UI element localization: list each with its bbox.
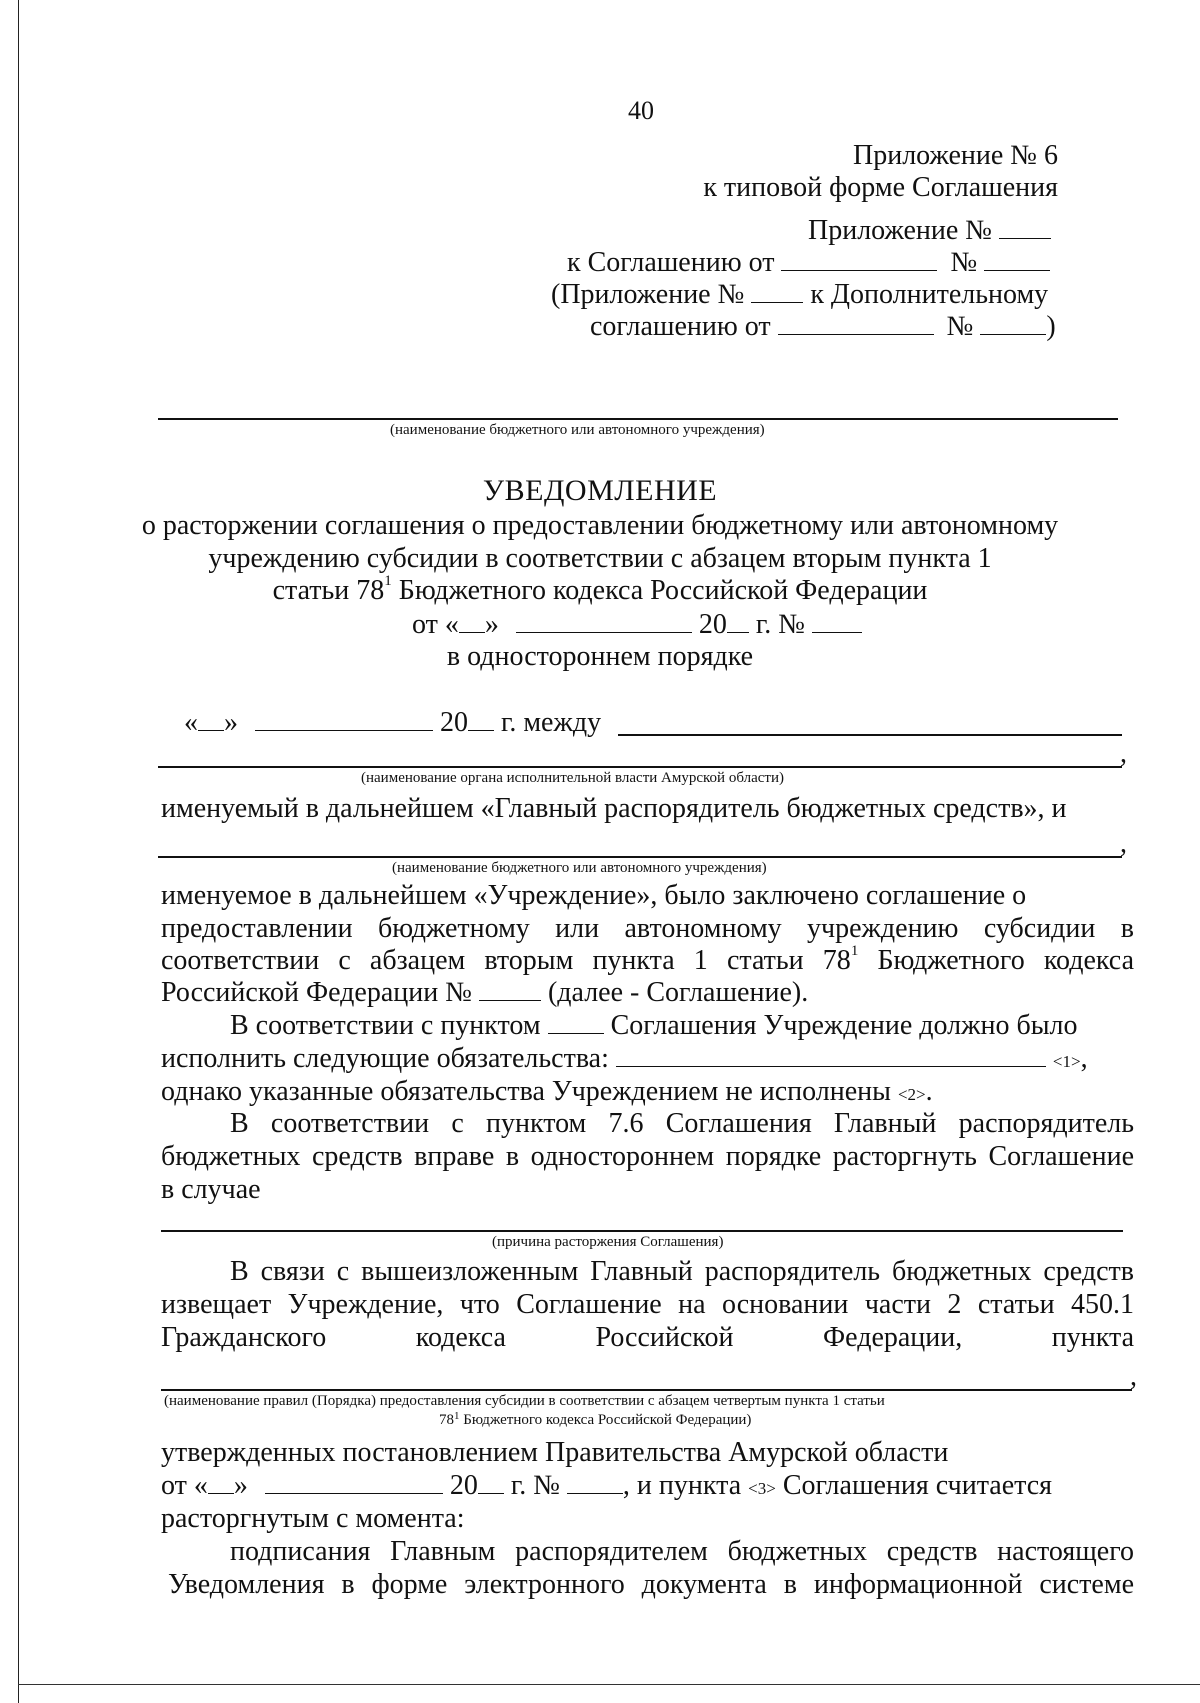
body-p1-line-2: предоставлении бюджетному или автономному учреждению субсидии в xyxy=(161,913,1134,944)
party-year-blank xyxy=(468,708,494,731)
to-form-label: к типовой форме Соглашения xyxy=(703,172,1058,203)
day-blank xyxy=(459,610,485,633)
resolution-day-blank xyxy=(208,1471,234,1494)
institution-comma: , xyxy=(1120,828,1127,859)
notice-number-blank xyxy=(812,610,862,633)
institution-name-line xyxy=(158,418,1118,420)
additional-appendix-line: (Приложение № к Дополнительному xyxy=(551,279,1049,310)
rules-caption-line-2: $78^1$ Бюджетного кодекса Российской Федерации) xyxy=(439,1410,752,1428)
institution-caption-2: (наименование бюджетного или автономного учреждения) xyxy=(392,860,767,876)
notice-date-line: от « » 20 г. № xyxy=(412,609,862,641)
institution-caption: (наименование бюджетного или автономного учреждения) xyxy=(390,422,765,438)
body-p2-line-2: исполнить следующие обязательства: <1>, xyxy=(161,1043,1088,1074)
institution-name-line-2 xyxy=(158,856,1122,858)
subtitle-line-2: учреждению субсидии в соответствии с абзацем вторым пункта 1 xyxy=(208,543,992,574)
authority-name-line-1 xyxy=(618,734,1122,736)
party-date-line: « » 20 г. между xyxy=(184,707,602,738)
reason-line xyxy=(161,1230,1123,1232)
body-p3-line-2: бюджетных средств вправе в одностороннем порядке расторгнуть Соглашение xyxy=(161,1141,1134,1172)
additional-number-blank xyxy=(980,312,1046,335)
body-p6-line-2: Уведомления в форме электронного документа в информационной системе xyxy=(168,1569,1134,1600)
authority-caption: (наименование органа исполнительной власти Амурской области) xyxy=(361,770,784,786)
appendix-label: Приложение № 6 xyxy=(853,140,1058,171)
body-p5-line-3: расторгнутым с момента: xyxy=(161,1503,465,1534)
agreement-no-blank xyxy=(479,978,541,1001)
body-p6-line-1: подписания Главным распорядителем бюджетных средств настоящего xyxy=(230,1536,1134,1567)
agreement-date-blank xyxy=(781,248,937,271)
body-p5-line-1: утвержденных постановлением Правительства Амурской области xyxy=(161,1437,949,1468)
rules-line xyxy=(161,1389,1132,1391)
to-agreement-line: к Соглашению от № xyxy=(567,247,1050,279)
party-day-blank xyxy=(198,708,224,731)
body-p2-line-3: однако указанные обязательства Учреждением не исполнены <2>. xyxy=(161,1076,933,1107)
month-blank xyxy=(516,610,692,633)
unilateral-label: в одностороннем порядке xyxy=(446,641,754,672)
body-p5-line-2: от « » 20 г. № , и пункта <3> Соглашения считается xyxy=(161,1470,1053,1501)
party-month-blank xyxy=(255,708,433,731)
additional-agreement-line: соглашению от № ) xyxy=(590,311,1056,342)
document-title: УВЕДОМЛЕНИЕ xyxy=(482,474,718,507)
agreement-number-blank xyxy=(984,248,1050,271)
rules-comma: , xyxy=(1130,1361,1137,1392)
subtitle-line-3: статьи $78^1$ Бюджетного кодекса Российской Федерации xyxy=(272,573,928,606)
body-p3-line-3: в случае xyxy=(161,1174,261,1205)
body-p4-line-2: извещает Учреждение, что Соглашение на основании части 2 статьи 450.1 xyxy=(161,1289,1134,1320)
appendix-number-line: Приложение № xyxy=(808,215,1051,247)
body-p4-line-1: В связи с вышеизложенным Главный распорядитель бюджетных средств xyxy=(230,1256,1134,1287)
authority-name-line-2 xyxy=(158,766,1122,768)
additional-appendix-blank xyxy=(751,280,803,303)
body-p1-line-4: Российской Федерации № (далее - Соглашение). xyxy=(161,977,809,1008)
appendix-number-blank xyxy=(999,216,1051,239)
body-p2-line-1: В соответствии с пунктом Соглашения Учреждение должно было xyxy=(230,1010,1078,1041)
resolution-number-blank xyxy=(567,1471,623,1494)
reason-caption: (причина расторжения Соглашения) xyxy=(492,1234,724,1250)
authority-comma: , xyxy=(1120,738,1127,769)
resolution-year-blank xyxy=(478,1471,504,1494)
point-number-blank xyxy=(548,1011,604,1034)
body-p1-line-3: соответствии с абзацем вторым пункта 1 статьи $78^1$ Бюджетного кодекса xyxy=(161,943,1134,976)
page-number: 40 xyxy=(628,96,654,125)
resolution-month-blank xyxy=(265,1471,443,1494)
additional-date-blank xyxy=(778,312,934,335)
body-p4-line-3: Гражданского кодекса Российской Федерации, пункта xyxy=(161,1322,1134,1353)
subtitle-line-1: о расторжении соглашения о предоставлении бюджетному или автономному xyxy=(141,510,1059,541)
named-main-manager: именуемый в дальнейшем «Главный распорядитель бюджетных средств», и xyxy=(161,793,1067,824)
body-p1-line-1: именуемое в дальнейшем «Учреждение», было заключено соглашение о xyxy=(161,880,1027,911)
rules-caption-line-1: (наименование правил (Порядка) предоставления субсидии в соответствии с абзацем четвертым пункта 1 статьи xyxy=(164,1393,885,1409)
year-blank xyxy=(727,610,749,633)
obligations-blank xyxy=(616,1044,1046,1067)
body-p3-line-1: В соответствии с пунктом 7.6 Соглашения Главный распорядитель xyxy=(230,1108,1134,1139)
